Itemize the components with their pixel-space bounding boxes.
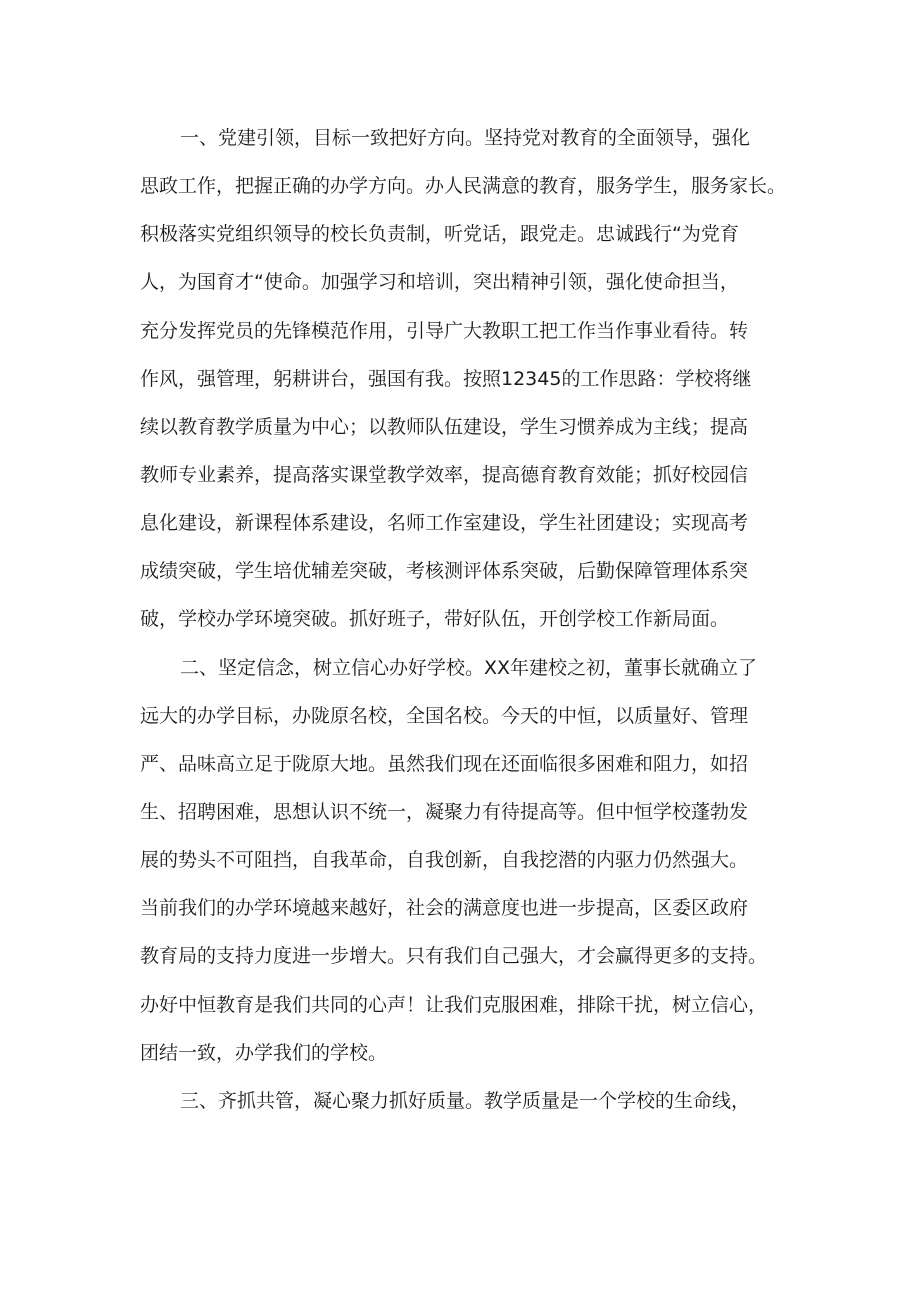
paragraph-1-line-7: 续以教育教学质量为中心；以教师队伍建设，学生习惯养成为主线；提高 xyxy=(140,416,749,438)
paragraph-1-line-11: 破，学校办学环境突破。抓好班子，带好队伍，开创学校工作新局面。 xyxy=(140,608,730,630)
paragraph-2-line-9: 团结一致，办学我们的学校。 xyxy=(140,1042,388,1064)
paragraph-2-line-6: 当前我们的办学环境越来越好，社会的满意度也进一步提高，区委区政府 xyxy=(140,897,749,919)
paragraph-2-line-2: 远大的办学目标，办陇原名校，全国名校。今天的中恒，以质量好、管理 xyxy=(140,705,749,727)
paragraph-2-line-8: 办好中恒教育是我们共同的心声！让我们克服困难，排除干扰，树立信心， xyxy=(140,994,768,1016)
paragraph-2-line-7: 教育局的支持力度进一步增大。只有我们自己强大，才会赢得更多的支持。 xyxy=(140,945,768,967)
paragraph-3-line-1: 三、齐抓共管，凝心聚力抓好质量。教学质量是一个学校的生命线， xyxy=(180,1090,751,1112)
paragraph-1-line-10: 成绩突破，学生培优辅差突破，考核测评体系突破，后勤保障管理体系突 xyxy=(140,560,749,582)
paragraph-1-line-5: 充分发挥党员的先锋模范作用，引导广大教职工把工作当作事业看待。转 xyxy=(140,320,749,342)
paragraph-2-line-1: 二、坚定信念，树立信心办好学校。XX年建校之初，董事长就确立了 xyxy=(180,657,758,679)
paragraph-1-line-4: 人，为国育才“使命。加强学习和培训，突出精神引领，强化使命担当， xyxy=(140,271,739,293)
paragraph-2-line-4: 生、招聘困难，思想认识不统一，凝聚力有待提高等。但中恒学校蓬勃发 xyxy=(140,801,749,823)
paragraph-1-line-2: 思政工作，把握正确的办学方向。办人民满意的教育，服务学生，服务家长。 xyxy=(140,175,787,197)
paragraph-1-line-6: 作风，强管理，躬耕讲台，强国有我。按照12345的工作思路：学校将继 xyxy=(140,368,752,390)
paragraph-2-line-3: 严、品味高立足于陇原大地。虽然我们现在还面临很多困难和阻力，如招 xyxy=(140,753,749,775)
paragraph-1-line-9: 息化建设，新课程体系建设，名师工作室建设，学生社团建设；实现高考 xyxy=(140,512,749,534)
paragraph-1-line-1: 一、党建引领，目标一致把好方向。坚持党对教育的全面领导，强化 xyxy=(180,127,751,149)
paragraph-1-line-8: 教师专业素养，提高落实课堂教学效率，提高德育教育效能；抓好校园信 xyxy=(140,464,749,486)
paragraph-1-line-3: 积极落实党组织领导的校长负责制，听党话，跟党走。忠诚践行“为党育 xyxy=(140,223,739,245)
paragraph-2-line-5: 展的势头不可阻挡，自我革命，自我创新，自我挖潜的内驱力仍然强大。 xyxy=(140,849,749,871)
